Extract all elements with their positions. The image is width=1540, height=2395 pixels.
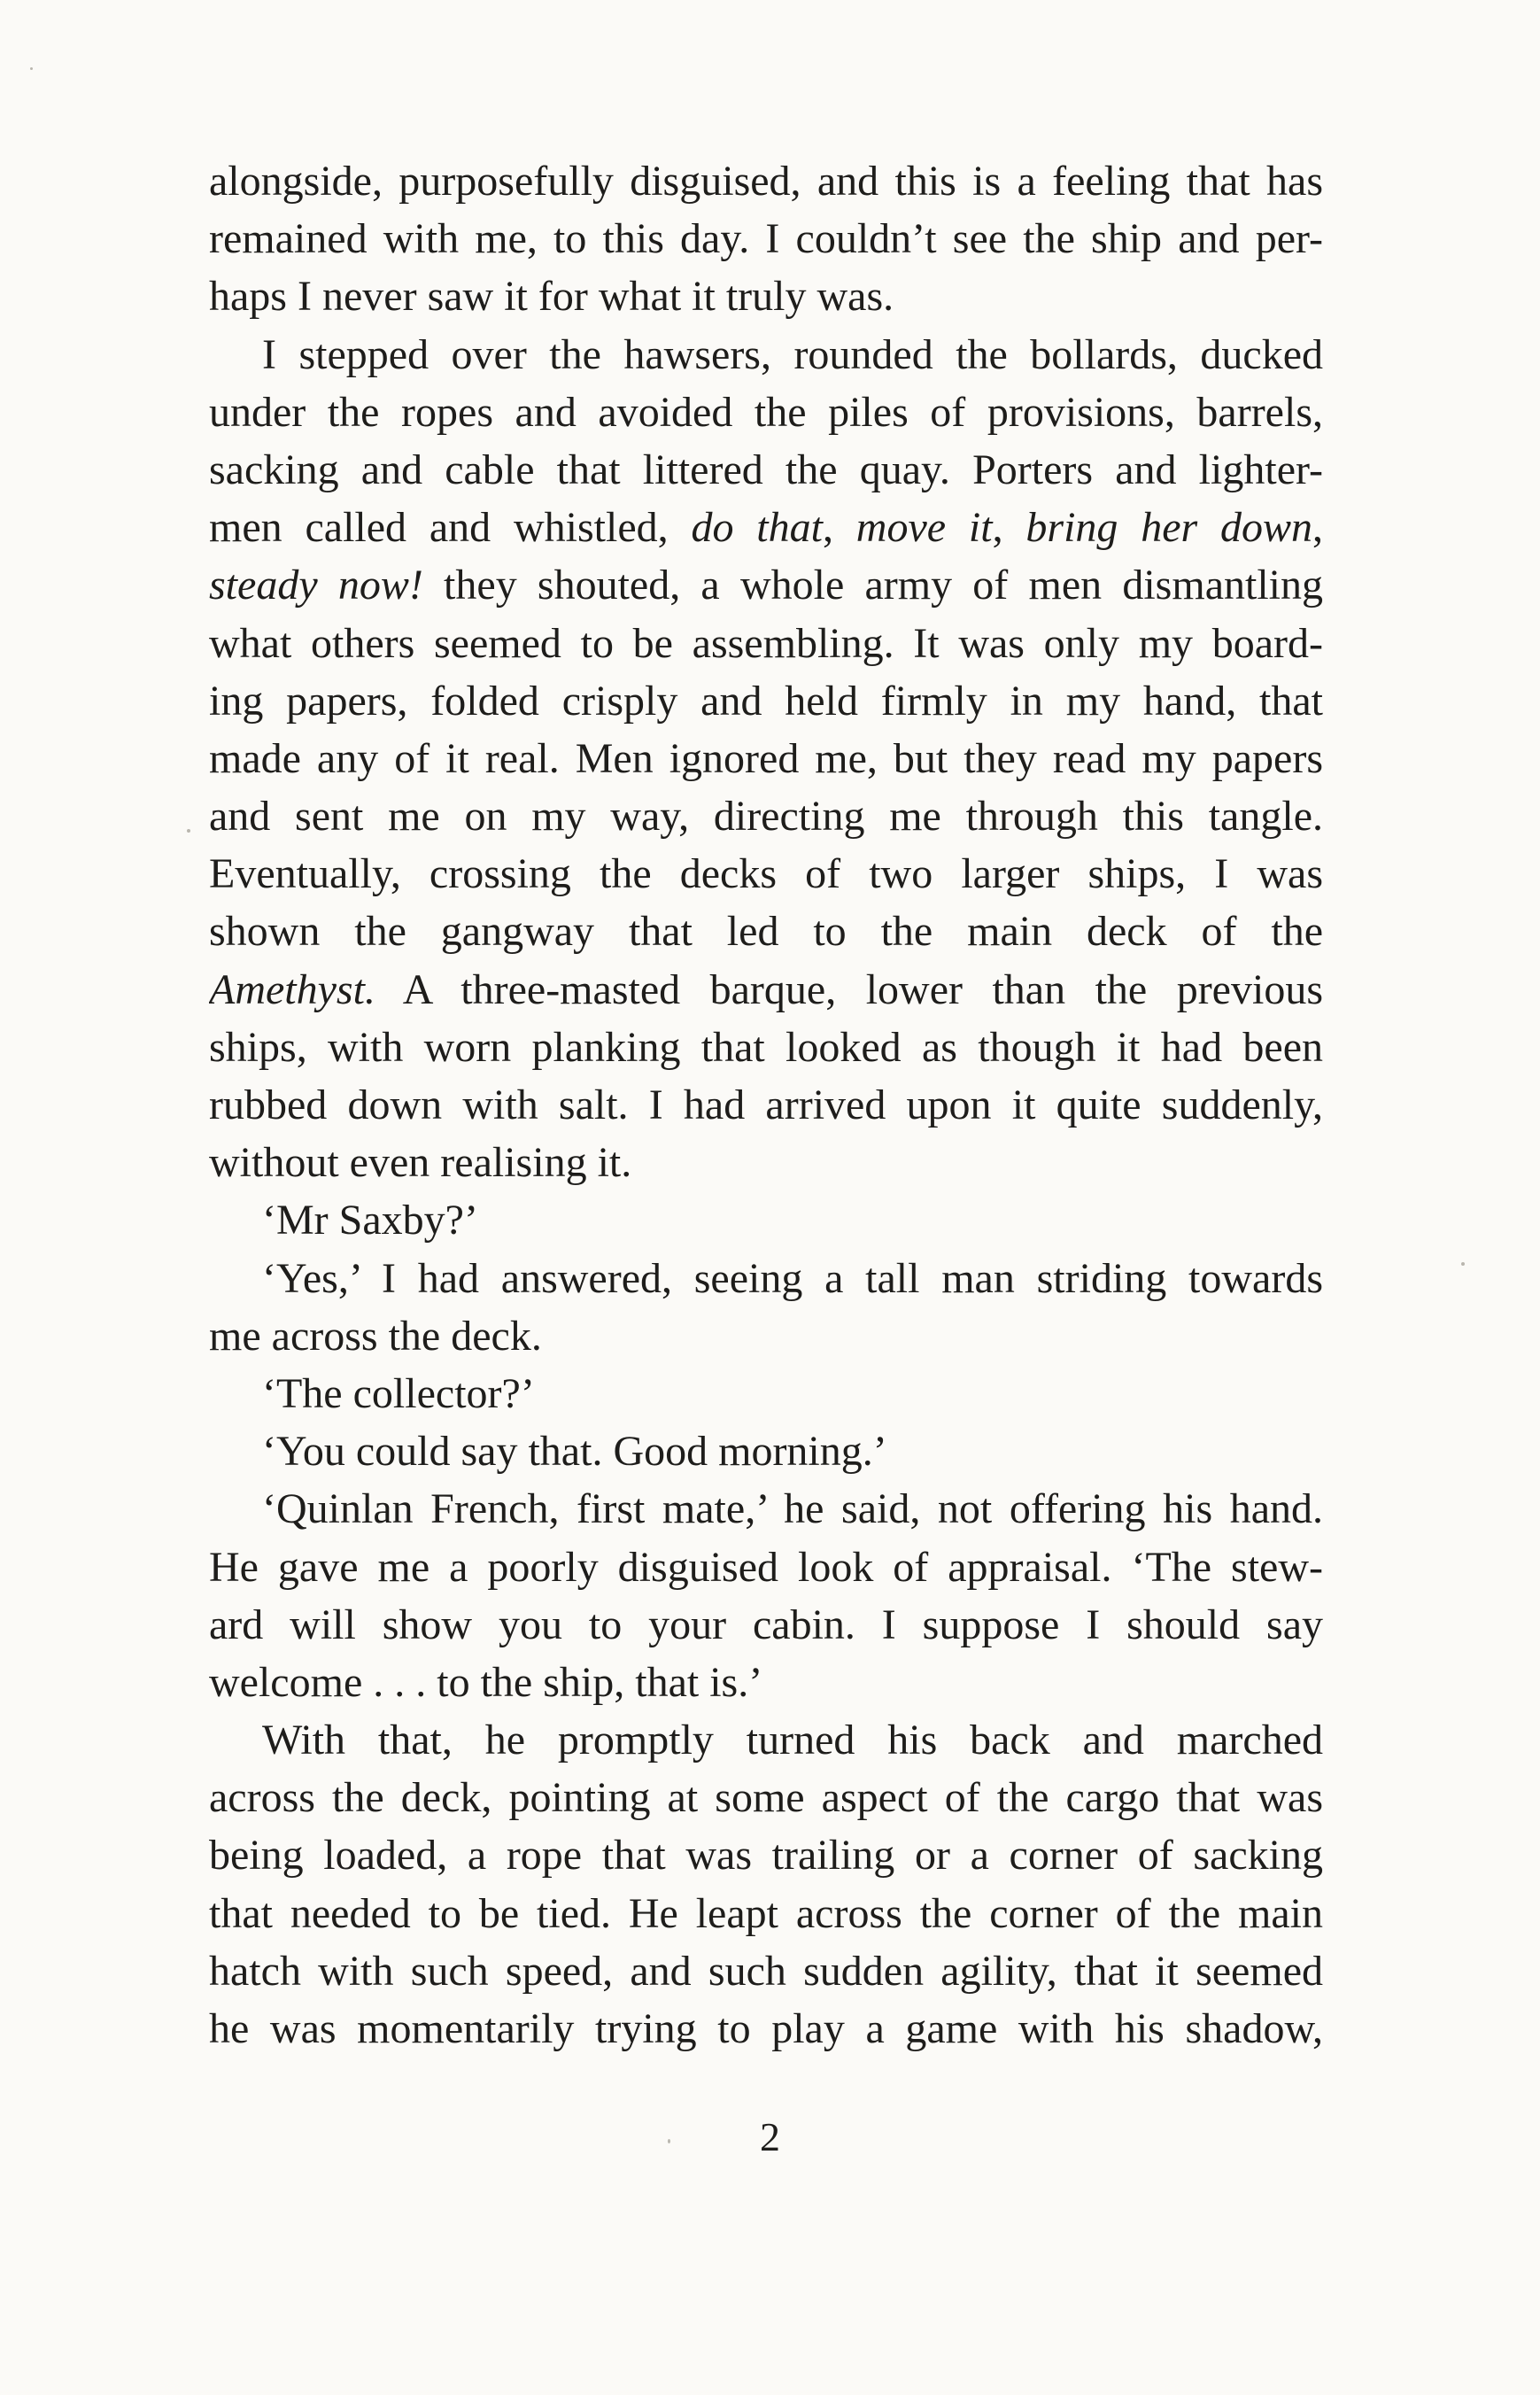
text-run: I stepped over the hawsers, rounded the bollards, ducked xyxy=(262,330,1323,378)
paragraph xyxy=(209,152,1323,326)
text-run: what others seemed to be assembling. It was only my board- xyxy=(209,619,1323,667)
text-run: , xyxy=(992,504,1026,552)
text-run: , xyxy=(1312,504,1323,552)
text-run: made any of it real. Men ignored me, but they read my papers xyxy=(209,734,1323,782)
text-run: hatch with such speed, and such sudden agility, that it seemed xyxy=(209,1947,1323,1995)
text-line xyxy=(209,1191,1323,1249)
text-line xyxy=(209,787,1323,845)
text-run: ard will show you to your cabin. I suppose I should say xyxy=(209,1601,1323,1648)
text-run: sacking and cable that littered the quay. Porters and lighter- xyxy=(209,446,1323,493)
ink-speck xyxy=(187,829,190,833)
text-line xyxy=(209,210,1323,267)
text-line xyxy=(209,1942,1323,2000)
text-line xyxy=(209,267,1323,325)
ink-speck xyxy=(30,67,33,70)
text-line xyxy=(209,556,1323,614)
page-number: 2 xyxy=(760,2114,780,2159)
text-run: alongside, purposefully disguised, and this is a feeling that has xyxy=(209,158,1323,205)
text-run: ‘Yes,’ I had answered, seeing a tall man striding towards xyxy=(262,1254,1323,1302)
text-run: he was momentarily trying to play a game with his shadow, xyxy=(209,2005,1323,2052)
text-run: ‘The collector?’ xyxy=(262,1369,535,1417)
text-line xyxy=(209,1422,1323,1480)
text-run: ‘Quinlan French, first mate,’ he said, not offering his hand. xyxy=(262,1485,1323,1533)
text-line xyxy=(209,1885,1323,1942)
text-line xyxy=(209,1711,1323,1769)
text-run: welcome . . . to the ship, that is.’ xyxy=(209,1658,763,1706)
ink-speck xyxy=(668,2139,670,2143)
text-run: that needed to be tied. He leapt across the corner of the main xyxy=(209,1889,1323,1937)
body-text xyxy=(209,152,1323,2058)
text-line xyxy=(209,1365,1323,1422)
text-line xyxy=(209,672,1323,730)
text-line xyxy=(209,1019,1323,1076)
text-line xyxy=(209,441,1323,499)
paragraph xyxy=(209,1250,1323,1365)
text-line xyxy=(209,1307,1323,1365)
text-run: across the deck, pointing at some aspect of the cargo that was xyxy=(209,1774,1323,1822)
italic-text: Amethyst. xyxy=(209,965,375,1013)
text-line xyxy=(209,1480,1323,1538)
text-run: rubbed down with salt. I had arrived upon it quite suddenly, xyxy=(209,1081,1323,1128)
text-run: Eventually, crossing the decks of two larger ships, I was xyxy=(209,850,1323,898)
text-run: they shouted, a whole army of men dismantling xyxy=(422,562,1323,609)
text-line xyxy=(209,2000,1323,2058)
paragraph xyxy=(209,326,1323,1192)
italic-text: do that xyxy=(691,504,823,552)
text-line xyxy=(209,1596,1323,1654)
paragraph xyxy=(209,1480,1323,1711)
text-run: ships, with worn planking that looked as though it had been xyxy=(209,1023,1323,1071)
text-line xyxy=(209,1826,1323,1884)
text-line xyxy=(209,961,1323,1019)
text-run: A three-masted barque, lower than the previous xyxy=(375,965,1323,1013)
text-run: He gave me a poorly disguised look of appraisal. ‘The stew- xyxy=(209,1543,1323,1591)
text-run: , xyxy=(822,504,856,552)
text-run: With that, he promptly turned his back and marched xyxy=(262,1717,1323,1764)
text-line xyxy=(209,1769,1323,1826)
text-run: ‘Mr Saxby?’ xyxy=(262,1197,478,1244)
text-run: remained with me, to this day. I couldn’t see the ship and per- xyxy=(209,215,1323,263)
text-line xyxy=(209,152,1323,210)
paragraph xyxy=(209,1191,1323,1249)
text-line xyxy=(209,1539,1323,1596)
text-line xyxy=(209,1250,1323,1307)
text-run: ‘You could say that. Good morning.’ xyxy=(262,1428,887,1476)
paragraph xyxy=(209,1711,1323,2058)
text-run: shown the gangway that led to the main deck of the xyxy=(209,908,1323,956)
text-line xyxy=(209,1654,1323,1711)
text-run: under the ropes and avoided the piles of provisions, barrels, xyxy=(209,388,1323,436)
text-line xyxy=(209,384,1323,441)
text-run: and sent me on my way, directing me through this tangle. xyxy=(209,793,1323,841)
paragraph xyxy=(209,1365,1323,1422)
ink-speck xyxy=(1461,1262,1465,1266)
text-run: me across the deck. xyxy=(209,1312,542,1360)
text-run: haps I never saw it for what it truly was. xyxy=(209,273,894,321)
text-line xyxy=(209,499,1323,556)
text-line xyxy=(209,845,1323,903)
italic-text: steady now! xyxy=(209,562,423,609)
text-line xyxy=(209,903,1323,960)
italic-text: move it xyxy=(855,504,993,552)
paragraph xyxy=(209,1422,1323,1480)
text-line xyxy=(209,1134,1323,1191)
text-run: being loaded, a rope that was trailing or a corner of sacking xyxy=(209,1832,1323,1880)
text-line xyxy=(209,730,1323,787)
text-line xyxy=(209,1076,1323,1134)
text-run: men called and whistled, xyxy=(209,504,692,552)
text-line xyxy=(209,615,1323,672)
text-run: without even realising it. xyxy=(209,1139,632,1187)
italic-text: bring her down xyxy=(1025,504,1313,552)
text-line xyxy=(209,326,1323,384)
text-run: ing papers, folded crisply and held firmly in my hand, that xyxy=(209,677,1323,725)
